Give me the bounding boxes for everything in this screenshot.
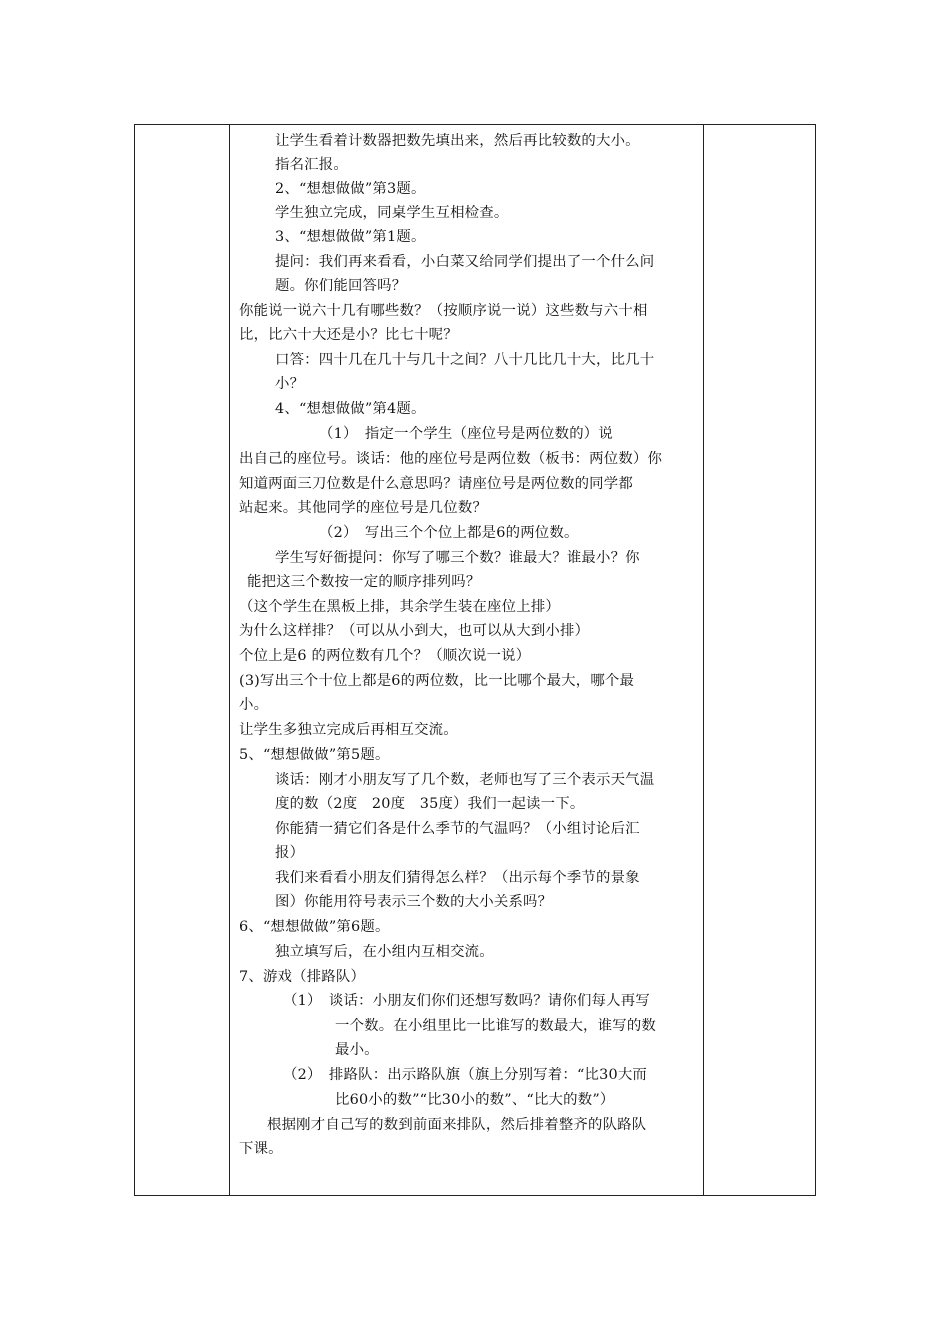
text-line: （这个学生在黑板上排，其余学生装在座位上排） [239, 599, 560, 615]
text-line: 小。 [239, 697, 269, 713]
text-line: 站起来。其他同学的座位号是几位数？ [239, 500, 488, 516]
column-divider-left [229, 125, 230, 1195]
text-line: 小？ [275, 376, 305, 392]
text-line: 7、游戏（排路队） [239, 969, 366, 985]
text-line: （1） 指定一个学生（座位号是两位数的）说 [319, 426, 613, 442]
text-line: 4、“想想做做”第4题。 [275, 401, 426, 417]
text-line: （2） 排路队：出示路队旗（旗上分别写着：“比30大而 [283, 1067, 648, 1083]
text-line: （2） 写出三个个位上都是6的两位数。 [319, 525, 579, 541]
text-line: 学生独立完成，同桌学生互相检查。 [275, 205, 509, 221]
text-line: （1） 谈话：小朋友们你们还想写数吗？请你们每人再写 [283, 993, 650, 1009]
text-line: 知道两面三刀位数是什么意思吗？请座位号是两位数的同学都 [239, 476, 633, 492]
text-line: 3、“想想做做”第1题。 [275, 229, 426, 245]
text-line: 图）你能用符号表示三个数的大小关系吗？ [275, 894, 553, 910]
text-line: 指名汇报。 [275, 157, 348, 173]
text-line: 根据刚才自己写的数到前面来排队，然后排着整齐的队路队 [267, 1117, 647, 1133]
text-line: 5、“想想做做”第5题。 [239, 747, 390, 763]
text-line: 为什么这样排？（可以从小到大，也可以从大到小排） [239, 623, 590, 639]
text-line: 我们来看看小朋友们猜得怎么样？（出示每个季节的景象 [275, 870, 640, 886]
text-line: 下课。 [239, 1141, 283, 1157]
text-line: 个位上是6 的两位数有几个？（顺次说一说） [239, 648, 531, 664]
text-line: 口答：四十几在几十与几十之间？八十几比几十大，比几十 [275, 352, 655, 368]
text-line: 一个数。在小组里比一比谁写的数最大，谁写的数 [335, 1018, 656, 1034]
text-line: 2、“想想做做”第3题。 [275, 181, 426, 197]
text-line: 让学生多独立完成后再相互交流。 [239, 722, 458, 738]
text-line: 你能猜一猜它们各是什么季节的气温吗？（小组讨论后汇 [275, 821, 640, 837]
text-line: 让学生看着计数器把数先填出来，然后再比较数的大小。 [275, 133, 640, 149]
text-line: (3)写出三个十位上都是6的两位数，比一比哪个最大，哪个最 [239, 673, 635, 689]
text-line: 度的数（2度 20度 35度）我们一起读一下。 [275, 796, 585, 812]
text-line: 比60小的数”“比30小的数”、“比大的数”） [335, 1092, 615, 1108]
column-divider-right [703, 125, 704, 1195]
text-line: 报） [275, 845, 305, 861]
text-line: 出自己的座位号。谈话：他的座位号是两位数（板书：两位数）你 [239, 451, 663, 467]
lesson-table [134, 124, 816, 1196]
text-line: 6、“想想做做”第6题。 [239, 919, 390, 935]
text-line: 谈话：刚才小朋友写了几个数，老师也写了三个表示天气温 [275, 772, 655, 788]
text-line: 比，比六十大还是小？比七十呢？ [239, 327, 458, 343]
text-line: 题。你们能回答吗？ [275, 278, 407, 294]
text-line: 提问：我们再来看看，小白菜又给同学们提出了一个什么问 [275, 254, 655, 270]
text-line: 独立填写后，在小组内互相交流。 [275, 944, 494, 960]
text-line: 学生写好衙提问：你写了哪三个数？谁最大？谁最小？你 [275, 550, 640, 566]
text-line: 能把这三个数按一定的顺序排列吗？ [247, 574, 481, 590]
text-line: 你能说一说六十几有哪些数？（按顺序说一说）这些数与六十相 [239, 303, 648, 319]
text-line: 最小。 [335, 1042, 379, 1058]
